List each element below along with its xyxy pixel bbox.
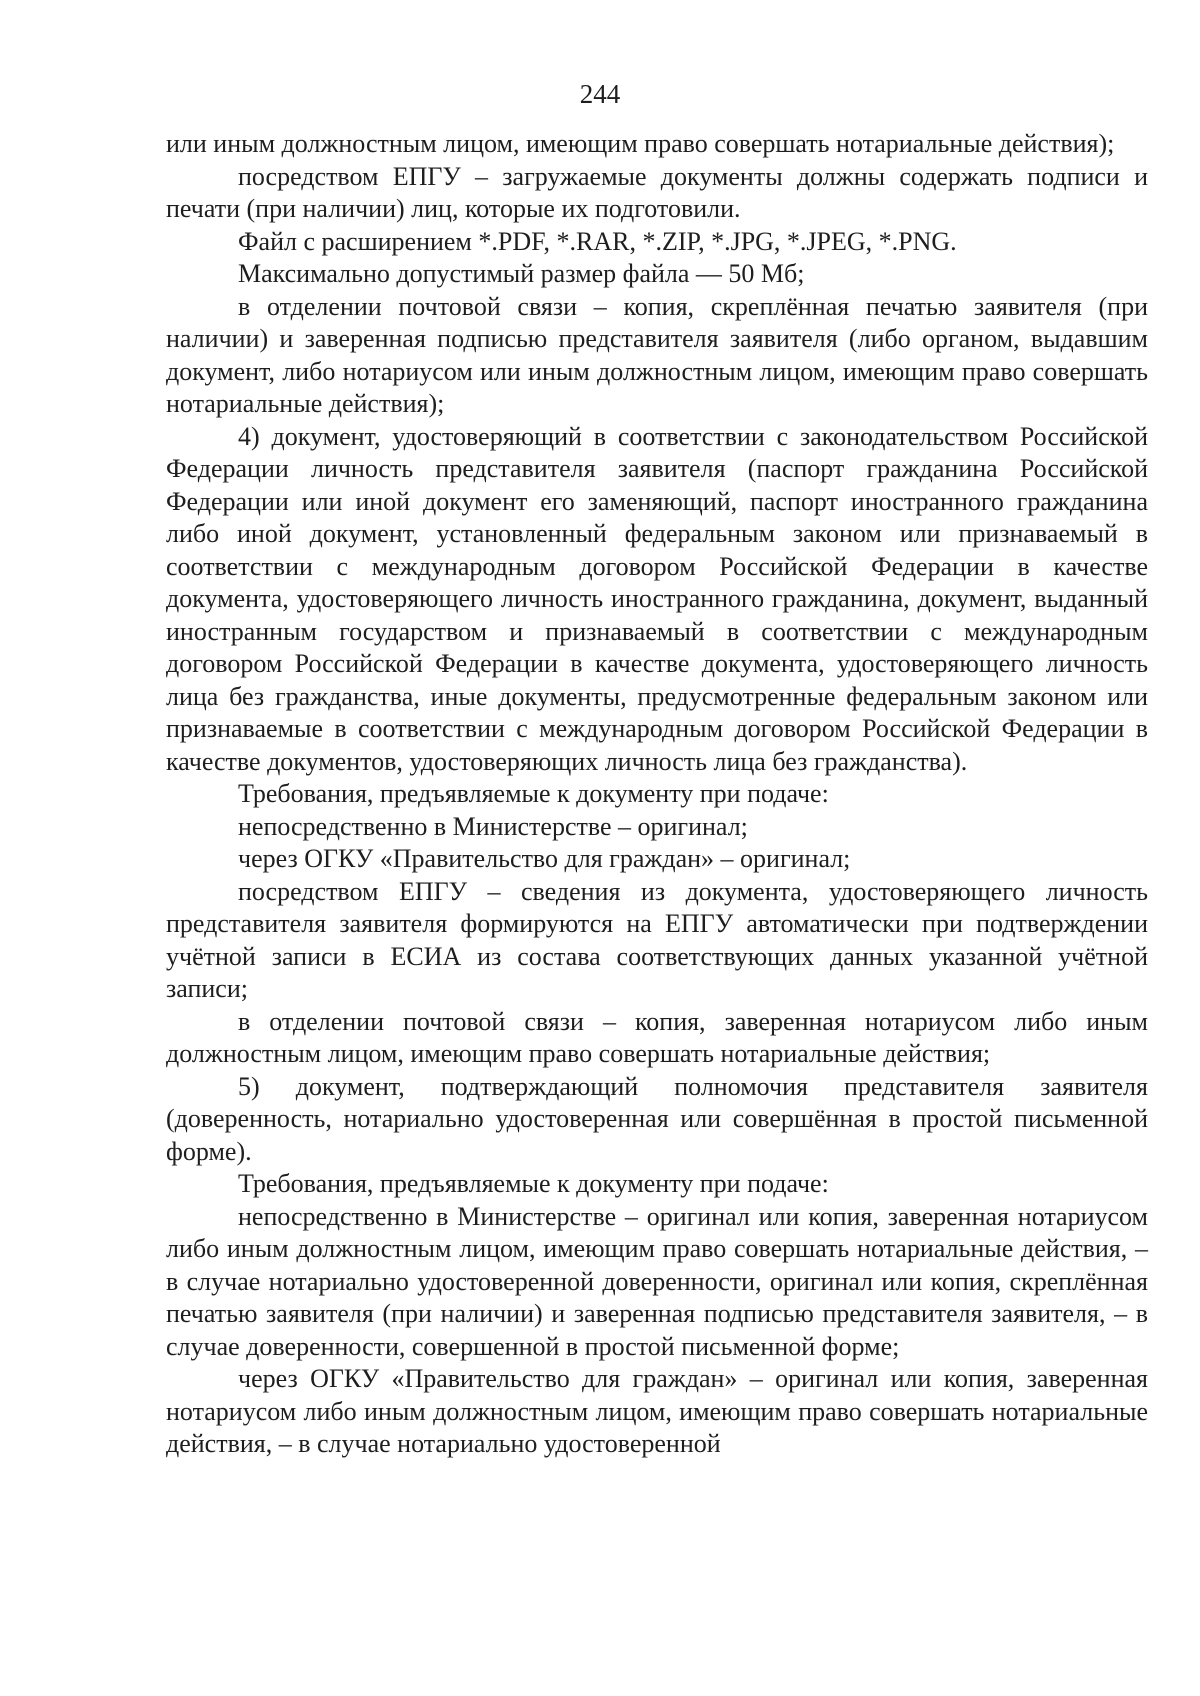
paragraph-continuation: или иным должностным лицом, имеющим право совершать нотариальные действия); [166,129,1115,158]
paragraph-epgu-upload: посредством ЕПГУ – загружаемые документы должны содержать подписи и печати (при наличии) лиц, которые их подготовили. [166,161,1148,223]
paragraph-max-file-size: Максимально допустимый размер файла — 50 Мб; [238,259,805,288]
paragraph-ministry-original: непосредственно в Министерстве – оригинал; [238,811,748,841]
paragraph-ogku-original-or-copy: через ОГКУ «Правительство для граждан» – оригинал или копия, заверенная нотариусом либо иным должностным лицом, имеющим право совершать нотариальные действия, – в случае нотариально удостоверенной [166,1364,1148,1458]
paragraph-ministry-original-or-copy: непосредственно в Министерстве – оригинал или копия, заверенная нотариусом либо иным должностным лицом, имеющим право совершать нотариальные действия, – в случае нотариально удостоверенной доверенности, оригинал или копия, скреплённая печатью заявителя (при наличии) и заверенная подписью представителя заявителя, – в случае доверенности, совершенной в простой письменной форме; [166,1201,1148,1361]
paragraph-item-4-identity-document: 4) документ, удостоверяющий в соответствии с законодательством Российской Федерации личность представителя заявителя (паспорт гражданина Российской Федерации или иной документ его заменяющий, паспорт иностранного гражданина либо иной документ, установленный федеральным законом или признаваемый в соответствии с международным договором Российской Федерации в качестве документа, удостоверяющего личность иностранного гражданина, документ, выданный иностранным государством и признаваемый в соответствии с международным договором Российской Федерации в качестве документа, удостоверяющего личность лица без гражданства, иные документы, предусмотренные федеральным законом или признаваемые в соответствии с международным договором Российской Федерации в качестве документов, удостоверяющих личность лица без гражданства). [166,421,1148,776]
paragraph-file-extensions: Файл с расширением *.PDF, *.RAR, *.ZIP, *.JPG, *.JPEG, *.PNG. [238,226,957,256]
paragraph-post-office-notary: в отделении почтовой связи – копия, заверенная нотариусом либо иным должностным лицом, имеющим право совершать нотариальные действия; [166,1006,1148,1068]
paragraph-requirements-heading-2: Требования, предъявляемые к документу при подаче: [238,1169,829,1198]
paragraph-ogku-original: через ОГКУ «Правительство для граждан» – оригинал; [238,844,851,873]
paragraph-item-5-authority-document: 5) документ, подтверждающий полномочия представителя заявителя (доверенность, нотариально удостоверенная или совершённая в простой письменной форме). [166,1071,1148,1166]
page-number: 244 [579,79,621,109]
paragraph-epgu-esia: посредством ЕПГУ – сведения из документа, удостоверяющего личность представителя заявителя формируются на ЕПГУ автоматически при подтверждении учётной записи в ЕСИА из состава соответствующих данных указанной учётной записи; [166,876,1148,1003]
paragraph-requirements-heading: Требования, предъявляемые к документу при подаче: [238,779,829,808]
document-body [166,128,1148,1461]
paragraph-post-office-copy: в отделении почтовой связи – копия, скреплённая печатью заявителя (при наличии) и заверенная подписью представителя заявителя (либо органом, выдавшим документ, либо нотариусом или иным должностным лицом, имеющим право совершать нотариальные действия); [166,291,1148,418]
